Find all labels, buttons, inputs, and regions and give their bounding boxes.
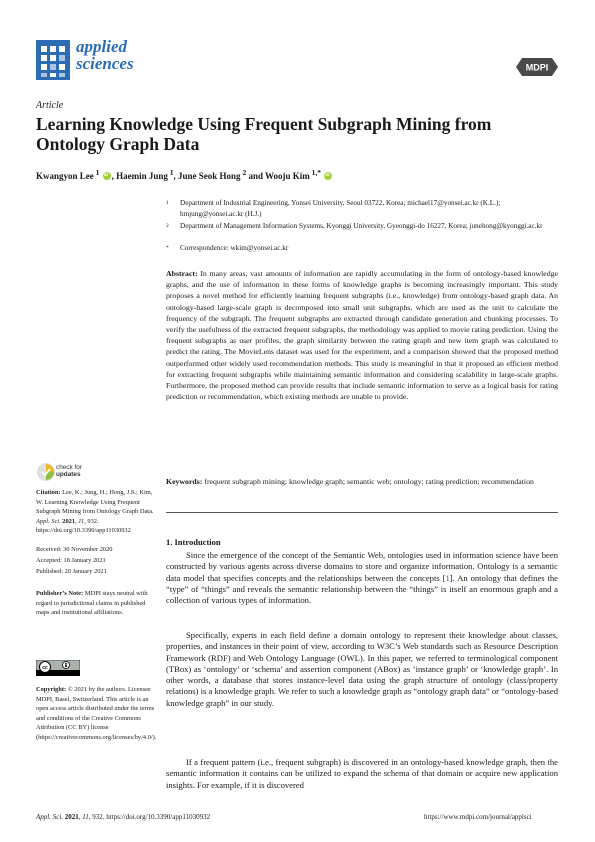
author-list: [36, 168, 333, 181]
affiliation-number: 2: [166, 223, 169, 229]
author-affiliation-mark: 1: [167, 168, 174, 177]
keywords: [166, 476, 558, 487]
citation-text: Lee, K.; Jung, H.; Hong, J.S.; Kim, W. Learning Knowledge Using Frequent Subgraph Mining from Ontology Graph Data.: [36, 489, 154, 516]
affiliation-number: 1: [166, 200, 169, 206]
paragraph-text: If a frequent pattern (i.e., frequent subgraph) is discovered in an ontology-based knowledge graph, then the semantic information it contains can be utilized to expand the schema of that domain or acquire new application insights. For example, if it is discovered: [166, 757, 558, 790]
cc-by-license-icon[interactable]: [36, 660, 80, 676]
keywords-text: frequent subgraph mining; knowledge graph; semantic web; ontology; rating prediction; recommendation: [204, 477, 534, 486]
publisher-note-label: Publisher’s Note:: [36, 590, 84, 597]
footer-journal: Appl. Sci.: [36, 813, 64, 821]
publisher-logo: [516, 58, 558, 76]
orcid-icon[interactable]: [324, 172, 332, 180]
divider: [166, 512, 558, 513]
abstract-label: Abstract:: [166, 269, 198, 278]
check-updates-text: [56, 464, 82, 478]
footer-journal-url[interactable]: https://www.mdpi.com/journal/applsci: [424, 813, 532, 821]
citation: Citation: Lee, K.; Jung, H.; Hong, J.S.; Kim, W. Learning Knowledge Using Frequent Subgraph Mining from Ontology Graph Data. Appl. Sci. 2021, 11, 932. https://doi.org/10.3390/app11030932: [36, 489, 154, 535]
orcid-icon[interactable]: [103, 172, 111, 180]
citation-doi[interactable]: , 932. https://doi.org/10.3390/app11030932: [36, 517, 131, 535]
author-name: , Haemin Jung: [111, 171, 168, 181]
footer-doi[interactable]: , 932. https://doi.org/10.3390/app11030932: [88, 813, 211, 821]
abstract: [166, 268, 558, 402]
section-heading: 1. Introduction: [166, 537, 221, 547]
copyright-notice: [36, 685, 158, 743]
paragraph-text: Since the emergence of the concept of the Semantic Web, ontologies used in information science have been constructed by various agents across diverse domains to store and organize information. Ontology is a semantic data model that specifies concepts and the relationships between the concepts [: [166, 550, 558, 583]
footer-citation: Appl. Sci. 2021, 11, 932. https://doi.org/10.3390/app11030932: [36, 813, 211, 821]
publisher-note: [36, 589, 158, 618]
journal-name: [76, 38, 134, 72]
journal-logo: [36, 38, 156, 84]
citation-year: 2021: [62, 517, 76, 525]
author-name: , June Seok Hong: [173, 171, 241, 181]
paragraph: [166, 630, 558, 709]
paragraph: [166, 550, 558, 606]
affiliation-number: *: [166, 245, 169, 251]
author-affiliation-mark: 1,*: [309, 168, 322, 177]
journal-name-line2: sciences: [76, 54, 134, 73]
paragraph: [166, 757, 558, 791]
received-date: Received: 30 November 2020: [36, 546, 113, 553]
footer-volume: 11: [82, 813, 89, 821]
citation-journal: Appl. Sci.: [36, 517, 61, 525]
copyright-text: © 2021 by the authors. Licensee MDPI, Basel, Switzerland. This article is an open access article distributed under the terms and conditions of the Creative Commons Attribution (CC BY) license (https://creativecommons.org/licenses/by/4.0/).: [36, 686, 157, 741]
check-updates-line1: check for: [56, 464, 82, 471]
svg-text:cc: cc: [42, 665, 48, 671]
author-name: Kwangyon Lee: [36, 171, 94, 181]
citation-label: Citation:: [36, 489, 61, 496]
author-name: and Wooju Kim: [246, 171, 310, 181]
affiliation-text: Correspondence: wkim@yonsei.ac.kr: [180, 244, 289, 252]
footer-year: 2021: [64, 813, 79, 821]
affiliation-text: Department of Management Information Systems, Kyonggi University, Gyeonggi-do 16227, Korea; junehong@kyonggi.ac.kr: [180, 222, 543, 230]
citation-volume: 11: [78, 517, 85, 525]
paper-title: Learning Knowledge Using Frequent Subgraph Mining from Ontology Graph Data: [36, 114, 492, 154]
paragraph-text: ]. An ontology that defines the “type” of “things” and reveals the semantic relationship between the “things” is itself an enormous graph and a collection of various types of information.: [166, 572, 559, 606]
published-date: Published: 20 January 2021: [36, 568, 107, 575]
affiliation: [166, 243, 558, 254]
check-updates-line2: updates: [56, 471, 81, 479]
check-for-updates[interactable]: [36, 462, 116, 484]
author-affiliation-mark: 2: [240, 168, 247, 177]
article-type: Article: [36, 100, 64, 111]
check-updates-icon: [36, 462, 56, 482]
affiliation: [166, 221, 558, 232]
keywords-label: Keywords:: [166, 477, 203, 486]
publisher-note-text: MDPI stays neutral with regard to jurisdictional claims in published maps and institutional affiliations.: [36, 590, 148, 617]
publisher-name: MDPI: [525, 62, 549, 73]
paragraph-text: Specifically, experts in each field define a domain ontology to represent their knowledge about classes, properties, and instances in their point of view, according to W3C’s Web standards such as Resource Description Framework (RDF) and Web Ontology Language (OWL). In this paper, we referred to terminological component (TBox) as ‘ontology’ or ‘schema’ and assertion component (ABox) as ‘instance graph’ or ‘knowledge graph’. In other words, a database that stores instance-level data using the graph structure of ontology (class/property relations) is a knowledge graph. We refer to such a knowledge graph as “ontology graph data” or “ontology-based knowledge graph” in our study.: [166, 630, 558, 708]
accepted-date: Accepted: 18 January 2021: [36, 557, 106, 564]
author-affiliation-mark: 1: [93, 168, 100, 177]
journal-name-line1: applied: [76, 37, 127, 56]
reference-link[interactable]: 1: [445, 572, 450, 583]
copyright-label: Copyright:: [36, 686, 67, 693]
affiliation: [166, 198, 558, 219]
abstract-text: In many areas, vast amounts of information are rapidly accumulating in the form of ontology-based knowledge graphs, and the use of information in these forms of knowledge graphs is becoming increasingly important. This study proposes a novel method for efficiently learning frequent subgraphs (i.e., knowledge) from ontology-based graph data. An ontology-based large-scale graph is decomposed into small unit subgraphs, which are used as the unit to calculate the frequency of the subgraph. The frequent subgraphs are extracted through candidate generation and chunking processes. To verify the usefulness of the extracted frequent subgraphs, the methodology was applied to movie rating prediction. Using the frequent subgraphs as user profiles, the graph similarity between the rating graph and new item graph was calculated to predict the rating. The MovieLens dataset was used for the experiment, and a comparison showed that the proposed method outperformed other widely used recommendation methods. This study is meaningful in that it proposed an efficient method for extracting frequent subgraphs while maintaining semantic information and considering scalability in large-scale graphs. Furthermore, the proposed method can provide results that include semantic information to serve as a logical basis for rating prediction or recommendation, which existing methods are unable to provide.: [166, 269, 558, 402]
affiliation-text: Department of Industrial Engineering, Yonsei University, Seoul 03722, Korea; michael17@yonsei.ac.kr (K.L.); hmjung@yonsei.ac.kr (H.J.): [180, 199, 501, 218]
journal-icon: [36, 40, 70, 80]
